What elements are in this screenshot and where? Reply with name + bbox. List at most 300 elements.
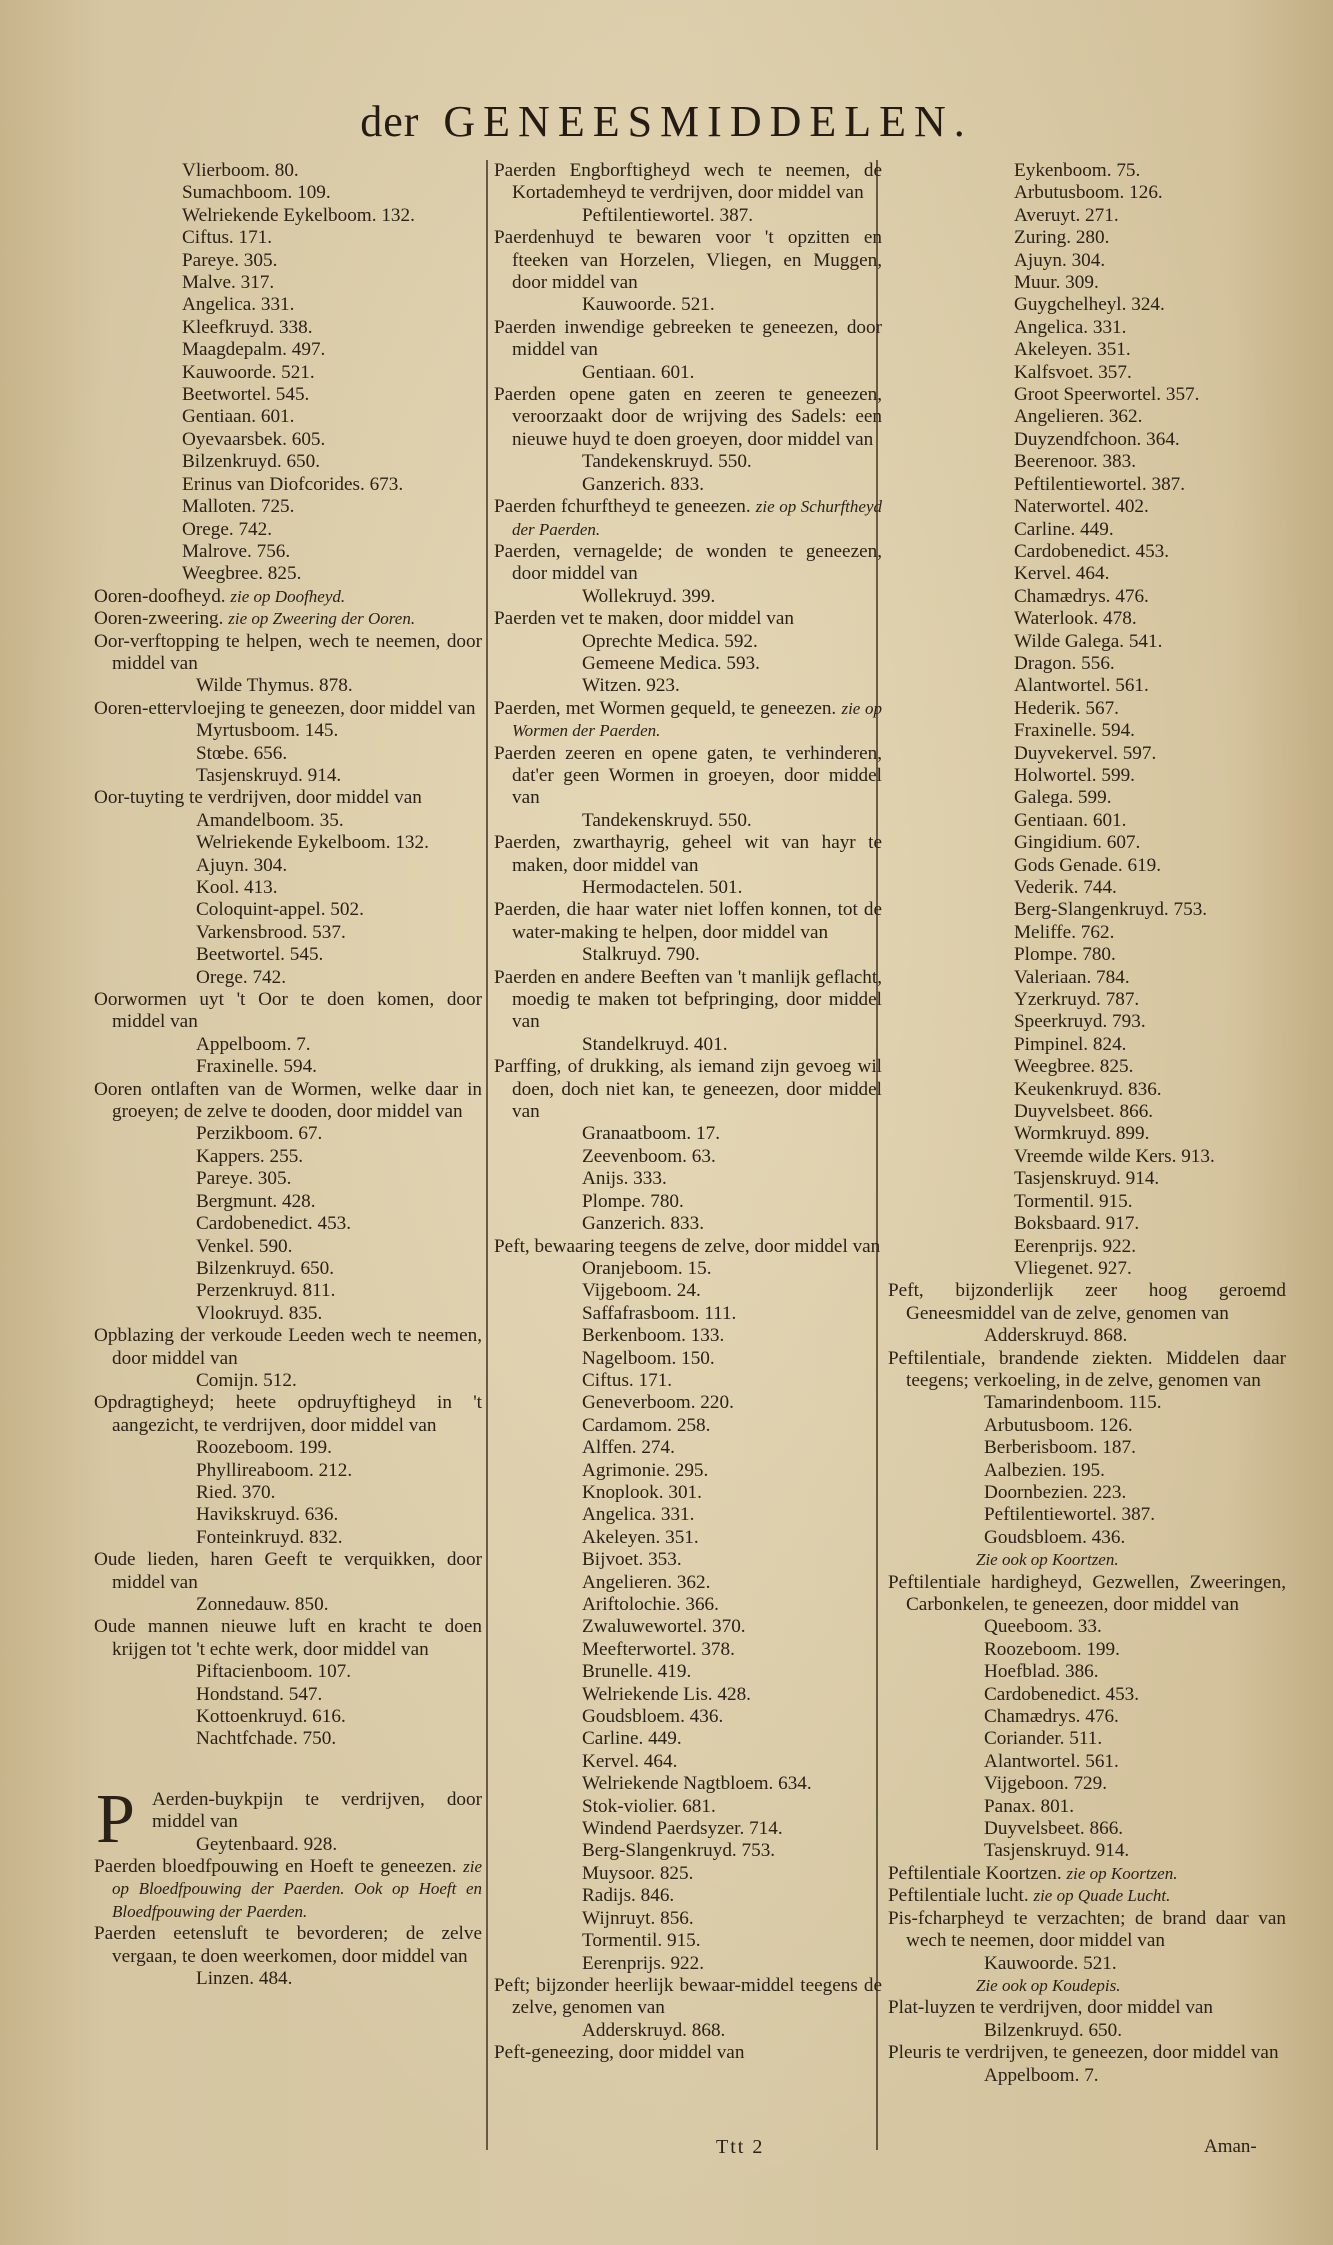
entry-text: Pareye. 305.	[196, 1168, 292, 1190]
entry-text: Valeriaan. 784.	[1014, 966, 1130, 988]
index-subentry	[494, 1191, 882, 1213]
entry-text: Malrove. 756.	[182, 540, 291, 562]
index-subentry	[494, 631, 882, 653]
entry-text: Paerden opene gaten en zeeren te geneezen, veroorzaakt door de wrijving des Sadels: een nieuwe huyd te doen groeyen, door middel van	[494, 384, 882, 450]
entry-text: Comijn. 512.	[196, 1369, 297, 1391]
index-subentry	[888, 1661, 1286, 1683]
index-subentry	[494, 1594, 882, 1616]
index-subentry	[94, 1684, 482, 1706]
index-subentry	[94, 1706, 482, 1728]
index-subentry	[888, 205, 1286, 227]
entry-text: Zwaluwewortel. 370.	[582, 1616, 746, 1638]
index-subentry	[888, 1123, 1286, 1145]
entry-text: Duyvelsbeet. 866.	[984, 1818, 1124, 1840]
index-subentry	[494, 1572, 882, 1594]
entry-text: Malve. 317.	[182, 272, 275, 294]
index-subentry	[94, 272, 482, 294]
index-entry	[94, 1856, 482, 1923]
entry-text: Linzen. 484.	[196, 1968, 293, 1990]
index-subentry	[888, 384, 1286, 406]
entry-text: Oor-tuyting te verdrijven, door middel van	[94, 787, 422, 809]
entry-text: Peft, bewaaring teegens de zelve, door middel van	[494, 1235, 881, 1257]
index-subentry	[94, 1834, 482, 1856]
entry-text: Beetwortel. 545.	[182, 384, 310, 406]
entry-text: Bijvoet. 353.	[582, 1549, 682, 1571]
index-subentry	[888, 1482, 1286, 1504]
index-subentry	[888, 1549, 1286, 1571]
signature-mark: Ttt 2	[716, 2136, 765, 2158]
entry-text: Keukenkruyd. 836.	[1014, 1078, 1162, 1100]
index-entry	[494, 832, 882, 877]
index-subentry	[94, 294, 482, 316]
entry-text: Angelica. 331.	[1014, 316, 1127, 338]
index-subentry	[494, 1728, 882, 1750]
entry-text: Alantwortel. 561.	[984, 1750, 1119, 1772]
entry-text: Knoplook. 301.	[582, 1481, 702, 1503]
index-subentry	[888, 362, 1286, 384]
entry-text: Wilde Galega. 541.	[1014, 630, 1163, 652]
index-subentry	[94, 1504, 482, 1526]
index-subentry	[888, 1504, 1286, 1526]
index-entry	[494, 967, 882, 1034]
entry-text: Eerenprijs. 922.	[1014, 1235, 1137, 1257]
entry-text: Akeleyen. 351.	[1014, 339, 1131, 361]
index-column-1	[94, 160, 482, 1991]
index-subentry	[888, 720, 1286, 742]
running-head-upper: GENEESMIDDELEN.	[443, 97, 973, 146]
index-entry	[888, 1863, 1286, 1885]
index-entry	[94, 698, 482, 720]
index-subentry	[494, 1773, 882, 1795]
index-subentry	[888, 653, 1286, 675]
cross-reference: zie op Quade Lucht.	[1033, 1886, 1171, 1906]
index-subentry	[888, 1751, 1286, 1773]
index-entry	[94, 631, 482, 676]
index-subentry	[888, 1796, 1286, 1818]
index-subentry	[494, 1504, 882, 1526]
entry-text: Oprechte Medica. 592.	[582, 630, 758, 652]
index-subentry	[494, 1751, 882, 1773]
entry-text: Angelica. 331.	[182, 294, 295, 316]
entry-text: Chamædrys. 476.	[1014, 585, 1149, 607]
entry-text: Weegbree. 825.	[1014, 1056, 1134, 1078]
index-subentry	[494, 1123, 882, 1145]
index-entry	[94, 608, 482, 630]
entry-text: Beerenoor. 383.	[1014, 451, 1137, 473]
entry-text: Vijgeboom. 24.	[582, 1280, 701, 1302]
entry-text: Yzerkruyd. 787.	[1014, 989, 1140, 1011]
index-subentry	[94, 743, 482, 765]
index-subentry	[494, 1213, 882, 1235]
index-subentry	[494, 362, 882, 384]
index-subentry	[888, 989, 1286, 1011]
entry-text: Alantwortel. 561.	[1014, 675, 1149, 697]
index-entry	[94, 586, 482, 608]
entry-text: Erinus van Diofcorides. 673.	[182, 473, 404, 495]
index-subentry	[888, 1011, 1286, 1033]
entry-text: Welriekende Eykelboom. 132.	[196, 832, 429, 854]
entry-text: Meliffe. 762.	[1014, 921, 1115, 943]
entry-text: Paerden zeeren en opene gaten, te verhinderen, dat'er geen Wormen in groeyen, door middel van	[494, 742, 882, 809]
entry-text: Stœbe. 656.	[196, 742, 288, 764]
cross-reference: zie op Zweering der Ooren.	[228, 609, 416, 629]
entry-text: Paerden bloedfpouwing en Hoeft te geneezen.	[94, 1856, 457, 1878]
entry-text: Geytenbaard. 928.	[196, 1833, 338, 1855]
index-entry	[94, 989, 482, 1034]
entry-text: Doornbezien. 223.	[984, 1481, 1127, 1503]
index-subentry	[494, 1280, 882, 1302]
index-subentry	[94, 1460, 482, 1482]
index-entry	[494, 160, 882, 205]
entry-text: Hondstand. 547.	[196, 1683, 323, 1705]
index-subentry	[888, 1079, 1286, 1101]
index-subentry	[494, 205, 882, 227]
index-subentry	[494, 1370, 882, 1392]
index-subentry	[888, 922, 1286, 944]
entry-text: Bilzenkruyd. 650.	[196, 1257, 335, 1279]
index-entry	[494, 899, 882, 944]
index-subentry	[494, 1953, 882, 1975]
index-subentry	[94, 1258, 482, 1280]
index-subentry	[94, 832, 482, 854]
index-entry	[888, 1280, 1286, 1325]
index-subentry	[94, 406, 482, 428]
catchword: Aman-	[1204, 2136, 1257, 2157]
index-subentry	[94, 1280, 482, 1302]
index-entry	[494, 2042, 882, 2064]
entry-text: Kervel. 464.	[582, 1750, 678, 1772]
entry-text: Gentiaan. 601.	[1014, 809, 1127, 831]
entry-text: Ooren ontlaften van de Wormen, welke daar in groeyen; de zelve te dooden, door middel van	[94, 1078, 482, 1123]
index-entry	[888, 1572, 1286, 1617]
index-column-3	[888, 160, 1286, 2087]
entry-text: Paerden inwendige gebreeken te geneezen, door middel van	[494, 316, 882, 361]
entry-text: Holwortel. 599.	[1014, 764, 1135, 786]
entry-text: Tasjenskruyd. 914.	[196, 764, 342, 786]
index-subentry	[888, 519, 1286, 541]
index-subentry	[888, 563, 1286, 585]
entry-text: Standelkruyd. 401.	[582, 1033, 728, 1055]
entry-text: Windend Paerdsyzer. 714.	[582, 1818, 783, 1840]
entry-text: Weegbree. 825.	[182, 563, 302, 585]
index-subentry	[888, 967, 1286, 989]
entry-text: Guygchelheyl. 324.	[1014, 294, 1165, 316]
index-subentry	[494, 1348, 882, 1370]
index-subentry	[94, 519, 482, 541]
index-entry	[494, 1236, 882, 1258]
cross-reference: zie op Schurftheyd der Paerden.	[512, 497, 882, 539]
entry-text: Plompe. 780.	[1014, 944, 1116, 966]
index-subentry	[94, 1191, 482, 1213]
index-subentry	[94, 250, 482, 272]
entry-text: Tandekenskruyd. 550.	[582, 451, 752, 473]
index-subentry	[888, 608, 1286, 630]
index-subentry	[888, 339, 1286, 361]
index-entry	[888, 1348, 1286, 1393]
index-entry	[494, 1975, 882, 2020]
entry-text: Ooren-ettervloejing te geneezen, door middel van	[94, 697, 476, 719]
entry-text: Oude lieden, haren Geeft te verquikken, door middel van	[94, 1549, 482, 1593]
index-subentry	[94, 1123, 482, 1145]
entry-text: Radijs. 846.	[582, 1885, 675, 1907]
section-gap	[94, 1751, 482, 1789]
entry-text: Angelieren. 362.	[582, 1571, 711, 1593]
entry-text: Averuyt. 271.	[1014, 204, 1119, 226]
entry-text: Oranjeboom. 15.	[582, 1257, 712, 1279]
index-subentry	[888, 250, 1286, 272]
index-subentry	[888, 1415, 1286, 1437]
index-subentry	[94, 1034, 482, 1056]
entry-text: Peftilentiewortel. 387.	[1014, 473, 1186, 495]
index-subentry	[888, 1101, 1286, 1123]
entry-text: Vederik. 744.	[1014, 877, 1117, 898]
index-subentry	[888, 1056, 1286, 1078]
entry-text: Goudsbloem. 436.	[984, 1526, 1126, 1548]
index-subentry	[494, 1168, 882, 1190]
entry-text: Berg-Slangenkruyd. 753.	[1014, 899, 1208, 921]
entry-text: Paerden Engborftigheyd wech te neemen, de Kortademheyd te verdrijven, door middel van	[494, 160, 882, 204]
cross-reference: zie op Koortzen.	[1066, 1863, 1178, 1883]
index-subentry	[494, 1415, 882, 1437]
entry-text: Pimpinel. 824.	[1014, 1033, 1127, 1055]
index-subentry	[94, 899, 482, 921]
index-entry	[94, 1325, 482, 1370]
index-subentry	[94, 1728, 482, 1750]
index-subentry	[94, 362, 482, 384]
entry-text: Speerkruyd. 793.	[1014, 1011, 1146, 1033]
cross-reference: Zie ook op Koudepis.	[976, 1975, 1121, 1995]
entry-text: Bergmunt. 428.	[196, 1190, 316, 1212]
index-subentry	[494, 1482, 882, 1504]
index-entry	[494, 541, 882, 586]
index-subentry	[888, 1527, 1286, 1549]
entry-text: Berkenboom. 133.	[582, 1325, 725, 1347]
index-subentry	[888, 227, 1286, 249]
index-subentry	[494, 1437, 882, 1459]
index-subentry	[94, 1527, 482, 1549]
entry-text: Vlierboom. 80.	[182, 160, 299, 181]
entry-text: Nachtfchade. 750.	[196, 1728, 337, 1750]
index-subentry	[494, 877, 882, 899]
index-subentry	[888, 541, 1286, 563]
entry-text: Boksbaard. 917.	[1014, 1213, 1140, 1235]
index-entry	[94, 1616, 482, 1661]
index-subentry	[494, 1840, 882, 1862]
entry-text: Meefterwortel. 378.	[582, 1638, 735, 1660]
index-subentry	[494, 1639, 882, 1661]
entry-text: Oyevaarsbek. 605.	[182, 428, 326, 450]
index-subentry	[888, 1236, 1286, 1258]
index-subentry	[94, 765, 482, 787]
entry-text: Duyvekervel. 597.	[1014, 742, 1157, 764]
index-subentry	[888, 1684, 1286, 1706]
entry-text: Angelica. 331.	[582, 1504, 695, 1526]
index-subentry	[94, 1236, 482, 1258]
entry-text: Paerden fchurftheyd te geneezen.	[494, 496, 751, 518]
entry-text: Peft-geneezing, door middel van	[494, 2042, 745, 2064]
index-subentry	[494, 1796, 882, 1818]
cross-reference: zie op Wormen der Paerden.	[512, 698, 883, 741]
index-subentry	[94, 1213, 482, 1235]
entry-text: Panax. 801.	[984, 1795, 1075, 1817]
index-subentry	[494, 1661, 882, 1683]
cross-reference: Zie ook op Koortzen.	[976, 1550, 1119, 1570]
entry-text: Roozeboom. 199.	[196, 1437, 332, 1459]
entry-text: Paerden eetensluft te bevorderen; de zelve vergaan, te doen weerkomen, door middel van	[94, 1923, 482, 1967]
index-entry	[494, 743, 882, 810]
index-entry	[494, 384, 882, 451]
entry-text: Pleuris te verdrijven, te geneezen, door middel van	[888, 2042, 1279, 2064]
index-column-2	[494, 160, 882, 2065]
entry-text: Fonteinkruyd. 832.	[196, 1526, 343, 1548]
index-entry	[888, 1885, 1286, 1907]
entry-text: Tamarindenboom. 115.	[984, 1392, 1162, 1414]
entry-text: Tormentil. 915.	[1014, 1190, 1133, 1212]
entry-text: Muysoor. 825.	[582, 1862, 694, 1884]
index-entry	[494, 496, 882, 541]
index-subentry	[494, 1930, 882, 1952]
entry-text: Hermodactelen. 501.	[582, 877, 743, 898]
entry-text: Vlookruyd. 835.	[196, 1302, 323, 1324]
entry-text: Beetwortel. 545.	[196, 944, 324, 966]
index-subentry	[494, 1460, 882, 1482]
index-subentry	[94, 720, 482, 742]
entry-text: Gemeene Medica. 593.	[582, 652, 760, 674]
entry-text: Maagdepalm. 497.	[182, 339, 326, 361]
entry-text: Bilzenkruyd. 650.	[984, 2019, 1123, 2041]
entry-text: Paerden, zwarthayrig, geheel wit van hayr te maken, door middel van	[494, 832, 882, 876]
index-entry	[494, 1056, 882, 1123]
entry-text: Kervel. 464.	[1014, 563, 1110, 585]
entry-text: Kauwoorde. 521.	[984, 1952, 1117, 1974]
index-subentry	[888, 1392, 1286, 1414]
entry-text: Phyllireaboom. 212.	[196, 1459, 353, 1481]
entry-text: Naterwortel. 402.	[1014, 496, 1149, 518]
entry-text: Saffafrasboom. 111.	[582, 1302, 737, 1324]
entry-text: Ajuyn. 304.	[196, 854, 288, 876]
entry-text: Malloten. 725.	[182, 496, 295, 518]
index-subentry	[94, 922, 482, 944]
entry-text: Pareye. 305.	[182, 249, 278, 271]
index-subentry	[888, 765, 1286, 787]
entry-text: Kappers. 255.	[196, 1145, 304, 1167]
index-subentry	[888, 272, 1286, 294]
index-subentry	[94, 967, 482, 989]
entry-text: Gods Genade. 619.	[1014, 854, 1162, 876]
index-subentry	[94, 1370, 482, 1392]
entry-text: Welriekende Eykelboom. 132.	[182, 204, 415, 226]
index-subentry	[888, 1213, 1286, 1235]
entry-text: Coriander. 511.	[984, 1728, 1103, 1750]
index-subentry	[888, 675, 1286, 697]
entry-text: Zuring. 280.	[1014, 227, 1110, 249]
entry-text: Carline. 449.	[582, 1728, 682, 1750]
entry-text: Wijnruyt. 856.	[582, 1907, 694, 1929]
entry-text: Eykenboom. 75.	[1014, 160, 1141, 181]
index-subentry	[94, 944, 482, 966]
index-subentry	[888, 1191, 1286, 1213]
entry-text: Agrimonie. 295.	[582, 1459, 709, 1481]
entry-text: Varkensbrood. 537.	[196, 921, 346, 943]
entry-text: Stalkruyd. 790.	[582, 944, 700, 966]
entry-text: Berberisboom. 187.	[984, 1437, 1136, 1459]
index-subentry	[94, 339, 482, 361]
index-subentry	[494, 1684, 882, 1706]
entry-text: Adderskruyd. 868.	[984, 1325, 1128, 1347]
entry-text: Goudsbloem. 436.	[582, 1706, 724, 1728]
index-subentry	[888, 631, 1286, 653]
index-subentry	[888, 451, 1286, 473]
index-entry	[94, 1549, 482, 1594]
index-subentry	[94, 474, 482, 496]
index-subentry	[494, 1258, 882, 1280]
entry-text: Paerden en andere Beeften van 't manlijk geflacht, moedig te maken tot befpringing, door middel van	[494, 966, 882, 1033]
entry-text: Ariftolochie. 366.	[582, 1594, 719, 1615]
index-subentry	[94, 429, 482, 451]
index-subentry	[94, 227, 482, 249]
index-subentry	[494, 653, 882, 675]
entry-text: Paerdenhuyd te bewaren voor 't opzitten en fteeken van Horzelen, Vliegen, en Muggen, door middel van	[494, 227, 882, 294]
index-subentry	[94, 182, 482, 204]
index-entry	[94, 787, 482, 809]
index-subentry	[888, 160, 1286, 182]
drop-cap: P	[96, 1780, 135, 1858]
index-subentry	[94, 1594, 482, 1616]
index-subentry	[94, 317, 482, 339]
index-entry	[494, 227, 882, 294]
entry-text: Paerden, die haar water niet loffen konnen, tot de water-making te helpen, door middel van	[494, 899, 882, 943]
entry-text: Peftilentiewortel. 387.	[984, 1504, 1156, 1526]
index-entry	[888, 2042, 1286, 2064]
index-subentry	[94, 675, 482, 697]
entry-text: Witzen. 923.	[582, 675, 680, 697]
entry-text: Gentiaan. 601.	[582, 361, 695, 383]
entry-text: Ajuyn. 304.	[1014, 249, 1106, 271]
index-subentry	[494, 1818, 882, 1840]
index-subentry	[888, 406, 1286, 428]
index-subentry	[494, 1146, 882, 1168]
entry-text: Arbutusboom. 126.	[1014, 182, 1163, 204]
entry-text: Peftilentiale Koortzen.	[888, 1862, 1062, 1884]
index-subentry	[94, 1056, 482, 1078]
entry-text: Carline. 449.	[1014, 518, 1114, 540]
entry-text: Orege. 742.	[182, 518, 273, 540]
entry-text: Duyvelsbeet. 866.	[1014, 1101, 1154, 1123]
entry-text: Appelboom. 7.	[984, 2064, 1099, 2086]
entry-text: Ooren-doofheyd.	[94, 585, 226, 607]
index-subentry	[94, 1968, 482, 1990]
entry-text: Stok-violier. 681.	[582, 1795, 716, 1817]
index-subentry	[94, 1146, 482, 1168]
entry-text: Fraxinelle. 594.	[1014, 720, 1135, 742]
entry-text: Berg-Slangenkruyd. 753.	[582, 1840, 776, 1862]
index-subentry	[888, 429, 1286, 451]
entry-text: Aalbezien. 195.	[984, 1459, 1105, 1481]
index-subentry	[888, 1975, 1286, 1997]
entry-text: Arbutusboom. 126.	[984, 1414, 1133, 1436]
entry-text: Gingidium. 607.	[1014, 832, 1141, 854]
index-subentry	[888, 1818, 1286, 1840]
entry-text: Perzenkruyd. 811.	[196, 1280, 336, 1302]
index-subentry	[888, 877, 1286, 899]
entry-text: Vijgeboon. 729.	[984, 1773, 1108, 1795]
index-subentry	[888, 1639, 1286, 1661]
index-subentry	[94, 384, 482, 406]
entry-text: Peftilentiale lucht.	[888, 1885, 1029, 1907]
entry-text: Queeboom. 33.	[984, 1616, 1102, 1638]
index-subentry	[94, 1661, 482, 1683]
index-subentry	[494, 1908, 882, 1930]
